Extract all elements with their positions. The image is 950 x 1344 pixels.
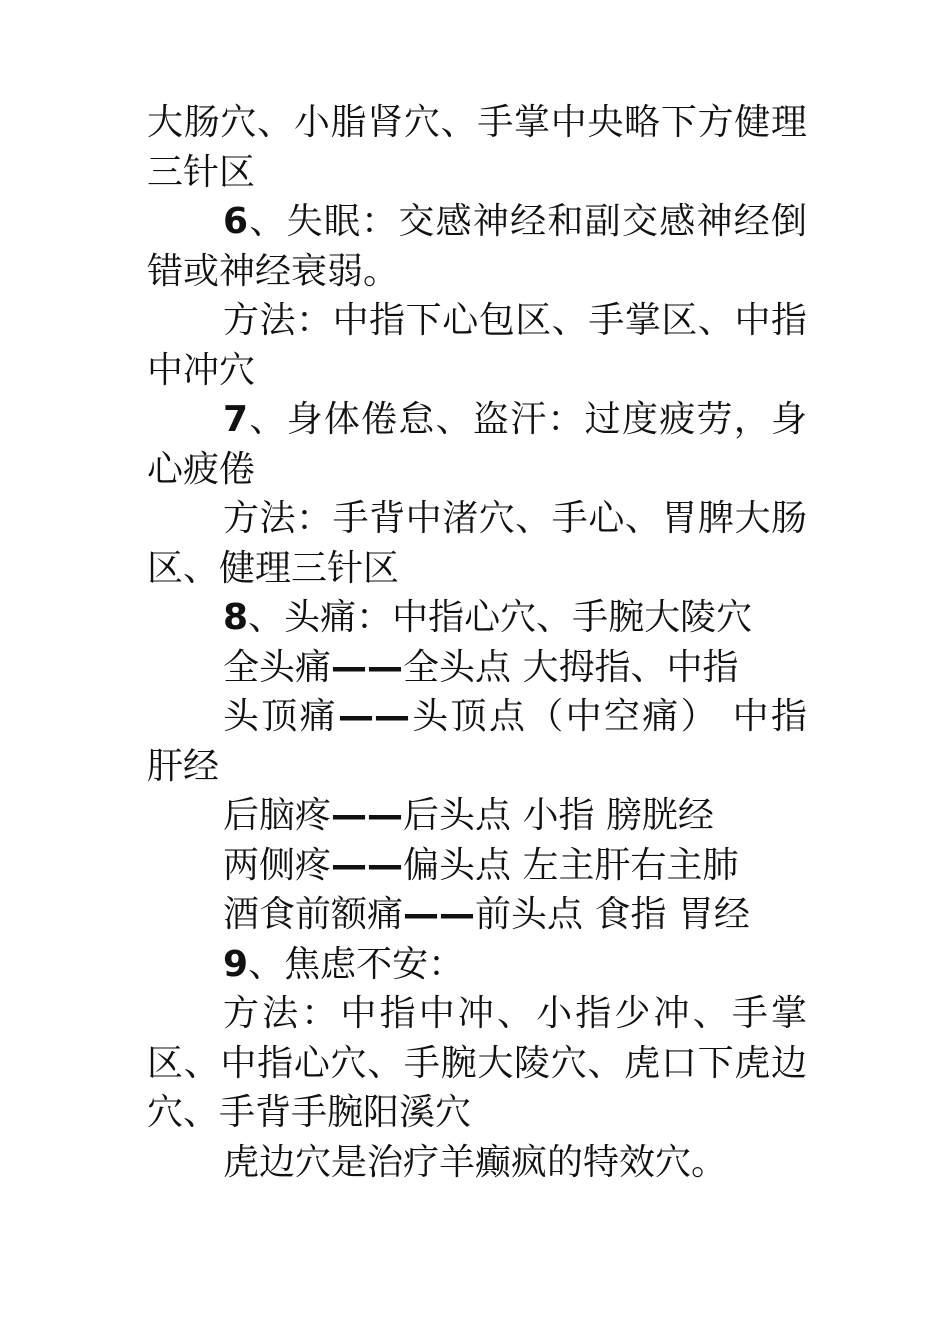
item-number: 6	[223, 201, 249, 242]
method-7: 方法：手背中渚穴、手心、胃脾大肠区、健理三针区	[147, 498, 807, 589]
item-8-headache	[147, 593, 807, 643]
method-9: 方法：中指中冲、小指少冲、手掌区、中指心穴、手腕大陵穴、虎口下虎边穴、手背手腕阳溪穴	[147, 993, 807, 1133]
dash: ——	[337, 696, 410, 737]
dash: ——	[331, 646, 404, 688]
document-page	[147, 98, 807, 1187]
headache-point: 前头点 食指 胃经	[475, 894, 750, 935]
item-number: 9	[223, 943, 249, 985]
headache-point: 全头点 大拇指、中指	[403, 646, 739, 688]
headache-type: 后脑疼	[223, 795, 332, 836]
headache-point: 后头点 小指 膀胱经	[403, 795, 714, 836]
headache-sides	[147, 841, 807, 891]
item-number: 7	[223, 399, 249, 440]
item-text: 、身体倦怠、盗汗：过度疲劳，身心疲倦	[147, 399, 807, 490]
headache-whole	[147, 643, 807, 693]
dash: ——	[331, 844, 404, 886]
headache-top	[147, 692, 807, 791]
item-7-fatigue	[147, 395, 807, 494]
headache-type: 全头痛	[223, 646, 332, 688]
item-6-insomnia	[147, 197, 807, 296]
note-hubian: 虎边穴是治疗羊癫疯的特效穴。	[223, 1141, 728, 1183]
dash: ——	[403, 894, 476, 935]
headache-point: 头顶点（中空痛） 中指肝经	[147, 696, 807, 787]
dash: ——	[331, 795, 404, 836]
paragraph-continuation: 大肠穴、小脂肾穴、手掌中央略下方健理三针区	[147, 102, 807, 193]
headache-back	[147, 791, 807, 841]
item-number: 8	[223, 597, 249, 638]
item-9-anxiety	[147, 940, 807, 990]
headache-type: 头顶痛	[223, 696, 338, 737]
headache-point: 偏头点 左主肝右主肺	[403, 844, 739, 886]
method-6: 方法：中指下心包区、手掌区、中指中冲穴	[147, 300, 807, 391]
item-text: 、失眠：交感神经和副交感神经倒错或神经衰弱。	[147, 201, 807, 292]
item-text: 、头痛：中指心穴、手腕大陵穴	[248, 597, 753, 638]
headache-front	[147, 890, 807, 940]
item-text: 、焦虑不安：	[248, 943, 465, 985]
headache-type: 酒食前额痛	[223, 894, 404, 935]
headache-type: 两侧疼	[223, 844, 332, 886]
